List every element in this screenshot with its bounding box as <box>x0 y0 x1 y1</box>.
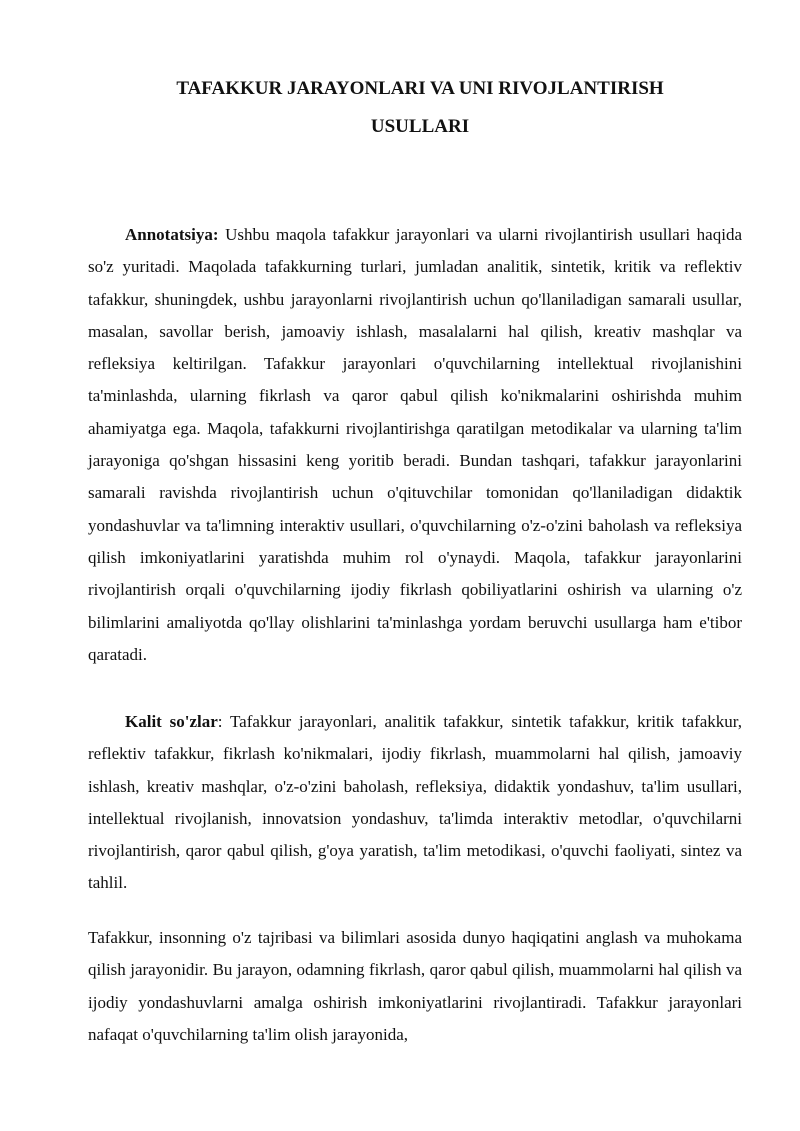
annotation-label: Annotatsiya: <box>125 225 219 244</box>
intro-paragraph: Tafakkur, insonning o'z tajribasi va bilimlari asosida dunyo haqiqatini anglash va muhokama qilish jarayonidir. Bu jarayon, odamning fikrlash, qaror qabul qilish, muammolarni hal qilish va ijodiy yondashuvlarni amalga oshirish imkoniyatlarini rivojlantiradi. Tafakkur jarayonlari nafaqat o'quvchilarning ta'lim olish jarayonida, <box>88 928 742 1044</box>
keywords-paragraph <box>88 706 742 900</box>
article-title-line-2: USULLARI <box>370 116 470 137</box>
annotation-text: Ushbu maqola tafakkur jarayonlari va ularni rivojlantirish usullari haqida so'z yuritadi. Maqolada tafakkurning turlari, jumladan analitik, sintetik, kritik va reflektiv tafakkur, shuningdek, ushbu jarayonlarni rivojlantirish uchun qo'llaniladigan samarali usullar, masalan, savollar berish, jamoaviy ishlash, masalalarni hal qilish, kreativ mashqlar va refleksiya keltirilgan. Tafakkur jarayonlari o'quvchilarning intellektual rivojlanishini ta'minlashda, ularning fikrlash va qaror qabul qilish ko'nikmalarini oshirishda muhim ahamiyatga ega. Maqola, tafakkurni rivojlantirishga qaratilgan metodikalar va ularning ta'lim jarayoniga qo'shgan hissasini keng yoritib beradi. Bundan tashqari, tafakkur jarayonlarini samarali ravishda rivojlantirish uchun o'qituvchilar tomonidan qo'llaniladigan didaktik yondashuvlar va ta'limning interaktiv usullari, o'quvchilarning o'z-o'zini baholash va refleksiya qilish imkoniyatlarini yaratishda muhim rol o'ynaydi. Maqola, tafakkur jarayonlarini rivojlantirish orqali o'quvchilarning ijodiy fikrlash qobiliyatlarini oshirish va ularning o'z bilimlarini amaliyotda qo'llay olishlarini ta'minlashga yordam beruvchi usullarga ham e'tibor qaratadi. <box>88 225 742 664</box>
keywords-text: : Tafakkur jarayonlari, analitik tafakkur, sintetik tafakkur, kritik tafakkur, reflektiv tafakkur, fikrlash ko'nikmalari, ijodiy fikrlash, muammolarni hal qilish, jamoaviy ishlash, kreativ mashqlar, o'z-o'zini baholash, refleksiya, didaktik yondashuv, ta'lim usullari, intellektual rivojlanish, innovatsion yondashuv, ta'limda interaktiv metodlar, o'quvchilarni rivojlantirish, qaror qabul qilish, g'oya yaratish, ta'lim metodikasi, o'quvchi faoliyati, sintez va tahlil. <box>88 712 743 893</box>
annotation-paragraph <box>88 219 742 671</box>
keywords-label: Kalit so'zlar <box>125 712 218 731</box>
article-title-line-1: TAFAKKUR JARAYONLARI VA UNI RIVOJLANTIRISH <box>176 78 664 99</box>
